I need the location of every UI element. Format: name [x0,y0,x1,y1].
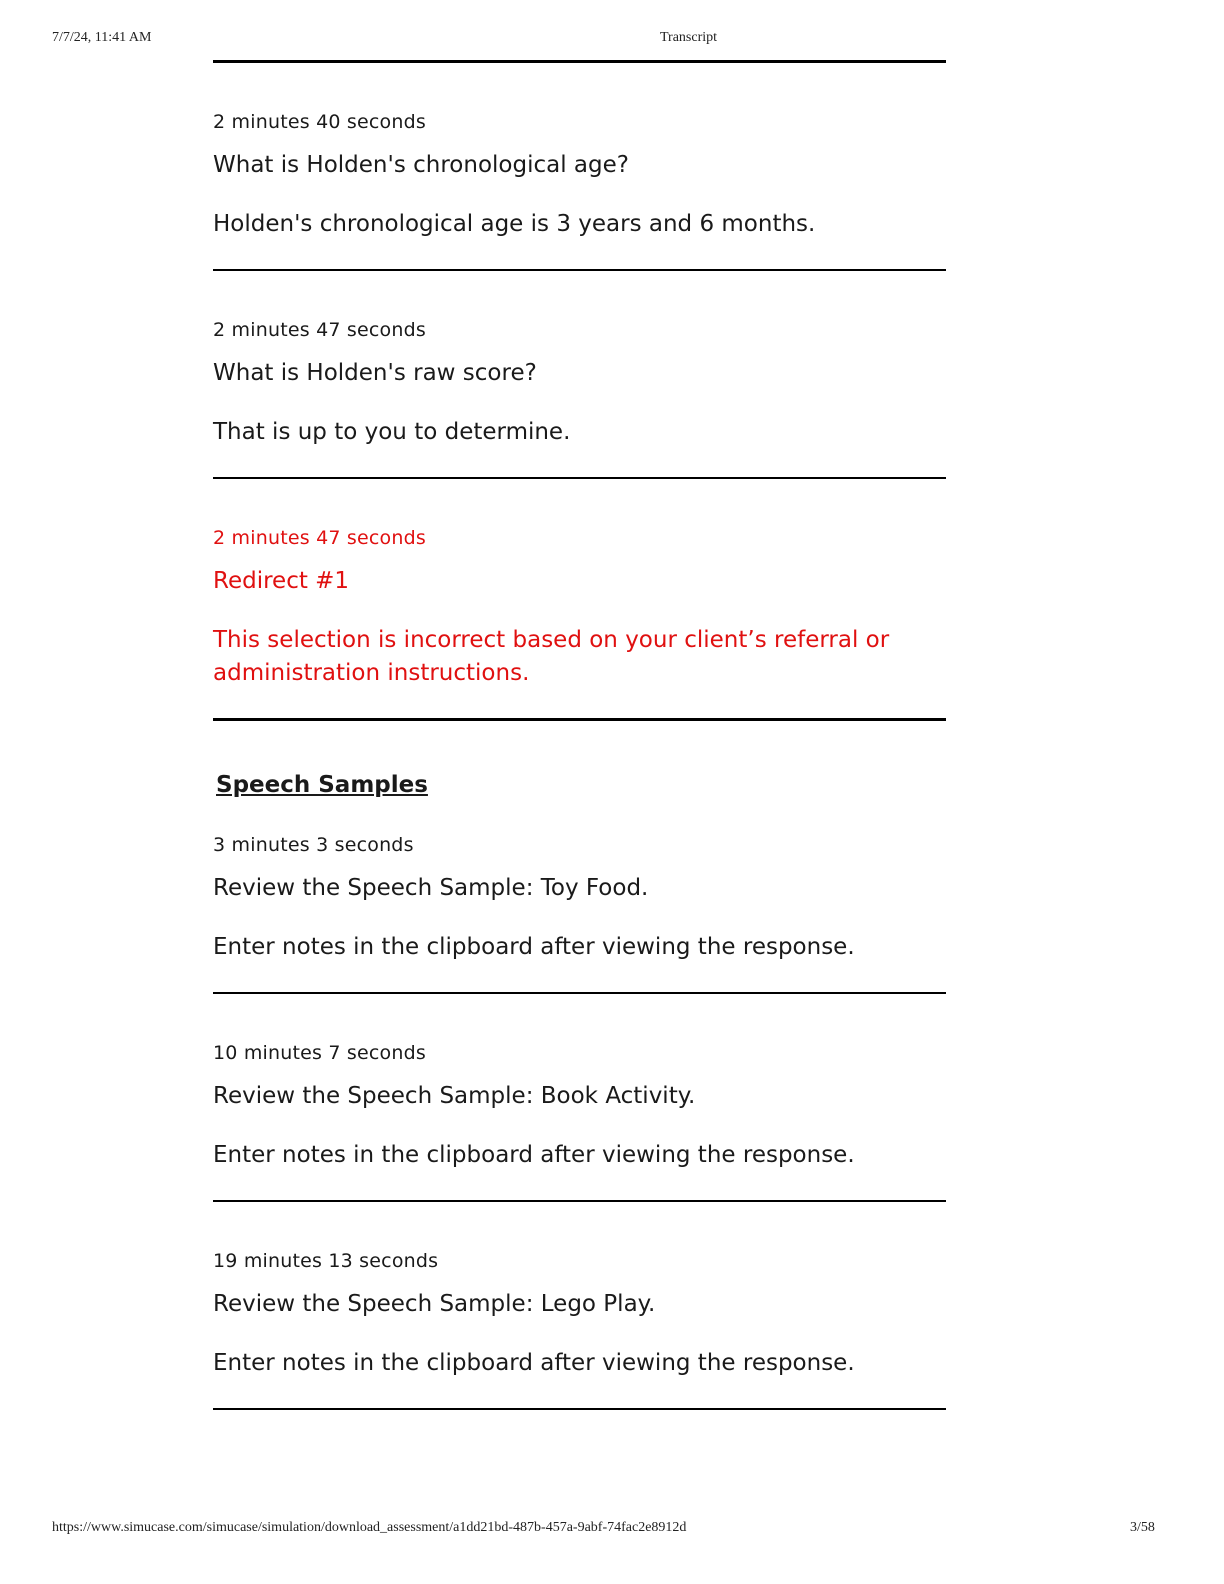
transcript-entry [213,994,946,1202]
footer-url: https://www.simucase.com/simucase/simulation/download_assessment/a1dd21bd-487b-457a-9abf-74fac2e8912d [52,1520,687,1535]
transcript-content [213,60,946,1410]
entry-time: 10 minutes 7 seconds [213,1042,426,1064]
entry-question: Review the Speech Sample: Lego Play. [213,1291,656,1317]
print-datetime: 7/7/24, 11:41 AM [52,30,152,45]
entry-time: 2 minutes 40 seconds [213,111,426,133]
redirect-divider [213,718,946,721]
entry-question: Review the Speech Sample: Book Activity. [213,1083,696,1109]
entry-answer: Holden's chronological age is 3 years and 6 months. [213,211,816,237]
entry-answer: Enter notes in the clipboard after viewing the response. [213,1350,855,1376]
print-header [0,30,1224,50]
transcript-entry [213,271,946,479]
print-title: Transcript [660,30,718,45]
entry-answer: Enter notes in the clipboard after viewing the response. [213,1142,855,1168]
transcript-entry [213,799,946,994]
transcript-entry [213,63,946,271]
entry-question: Review the Speech Sample: Toy Food. [213,875,649,901]
redirect-message: This selection is incorrect based on your client’s referral or administration instructions. [213,627,890,686]
entry-answer: That is up to you to determine. [213,419,571,445]
entry-time: 19 minutes 13 seconds [213,1250,439,1272]
entry-time: 3 minutes 3 seconds [213,834,414,856]
section-title: Speech Samples [216,772,428,798]
redirect-entry [213,479,946,721]
entry-answer: Enter notes in the clipboard after viewing the response. [213,934,855,960]
redirect-title: Redirect #1 [213,568,350,594]
redirect-time: 2 minutes 47 seconds [213,527,426,549]
page-number: 3/58 [1130,1520,1155,1535]
entry-time: 2 minutes 47 seconds [213,319,426,341]
transcript-entry [213,1202,946,1410]
entry-question: What is Holden's chronological age? [213,152,629,178]
entry-question: What is Holden's raw score? [213,360,537,386]
print-footer [0,1520,1224,1540]
entry-divider [213,1408,946,1410]
